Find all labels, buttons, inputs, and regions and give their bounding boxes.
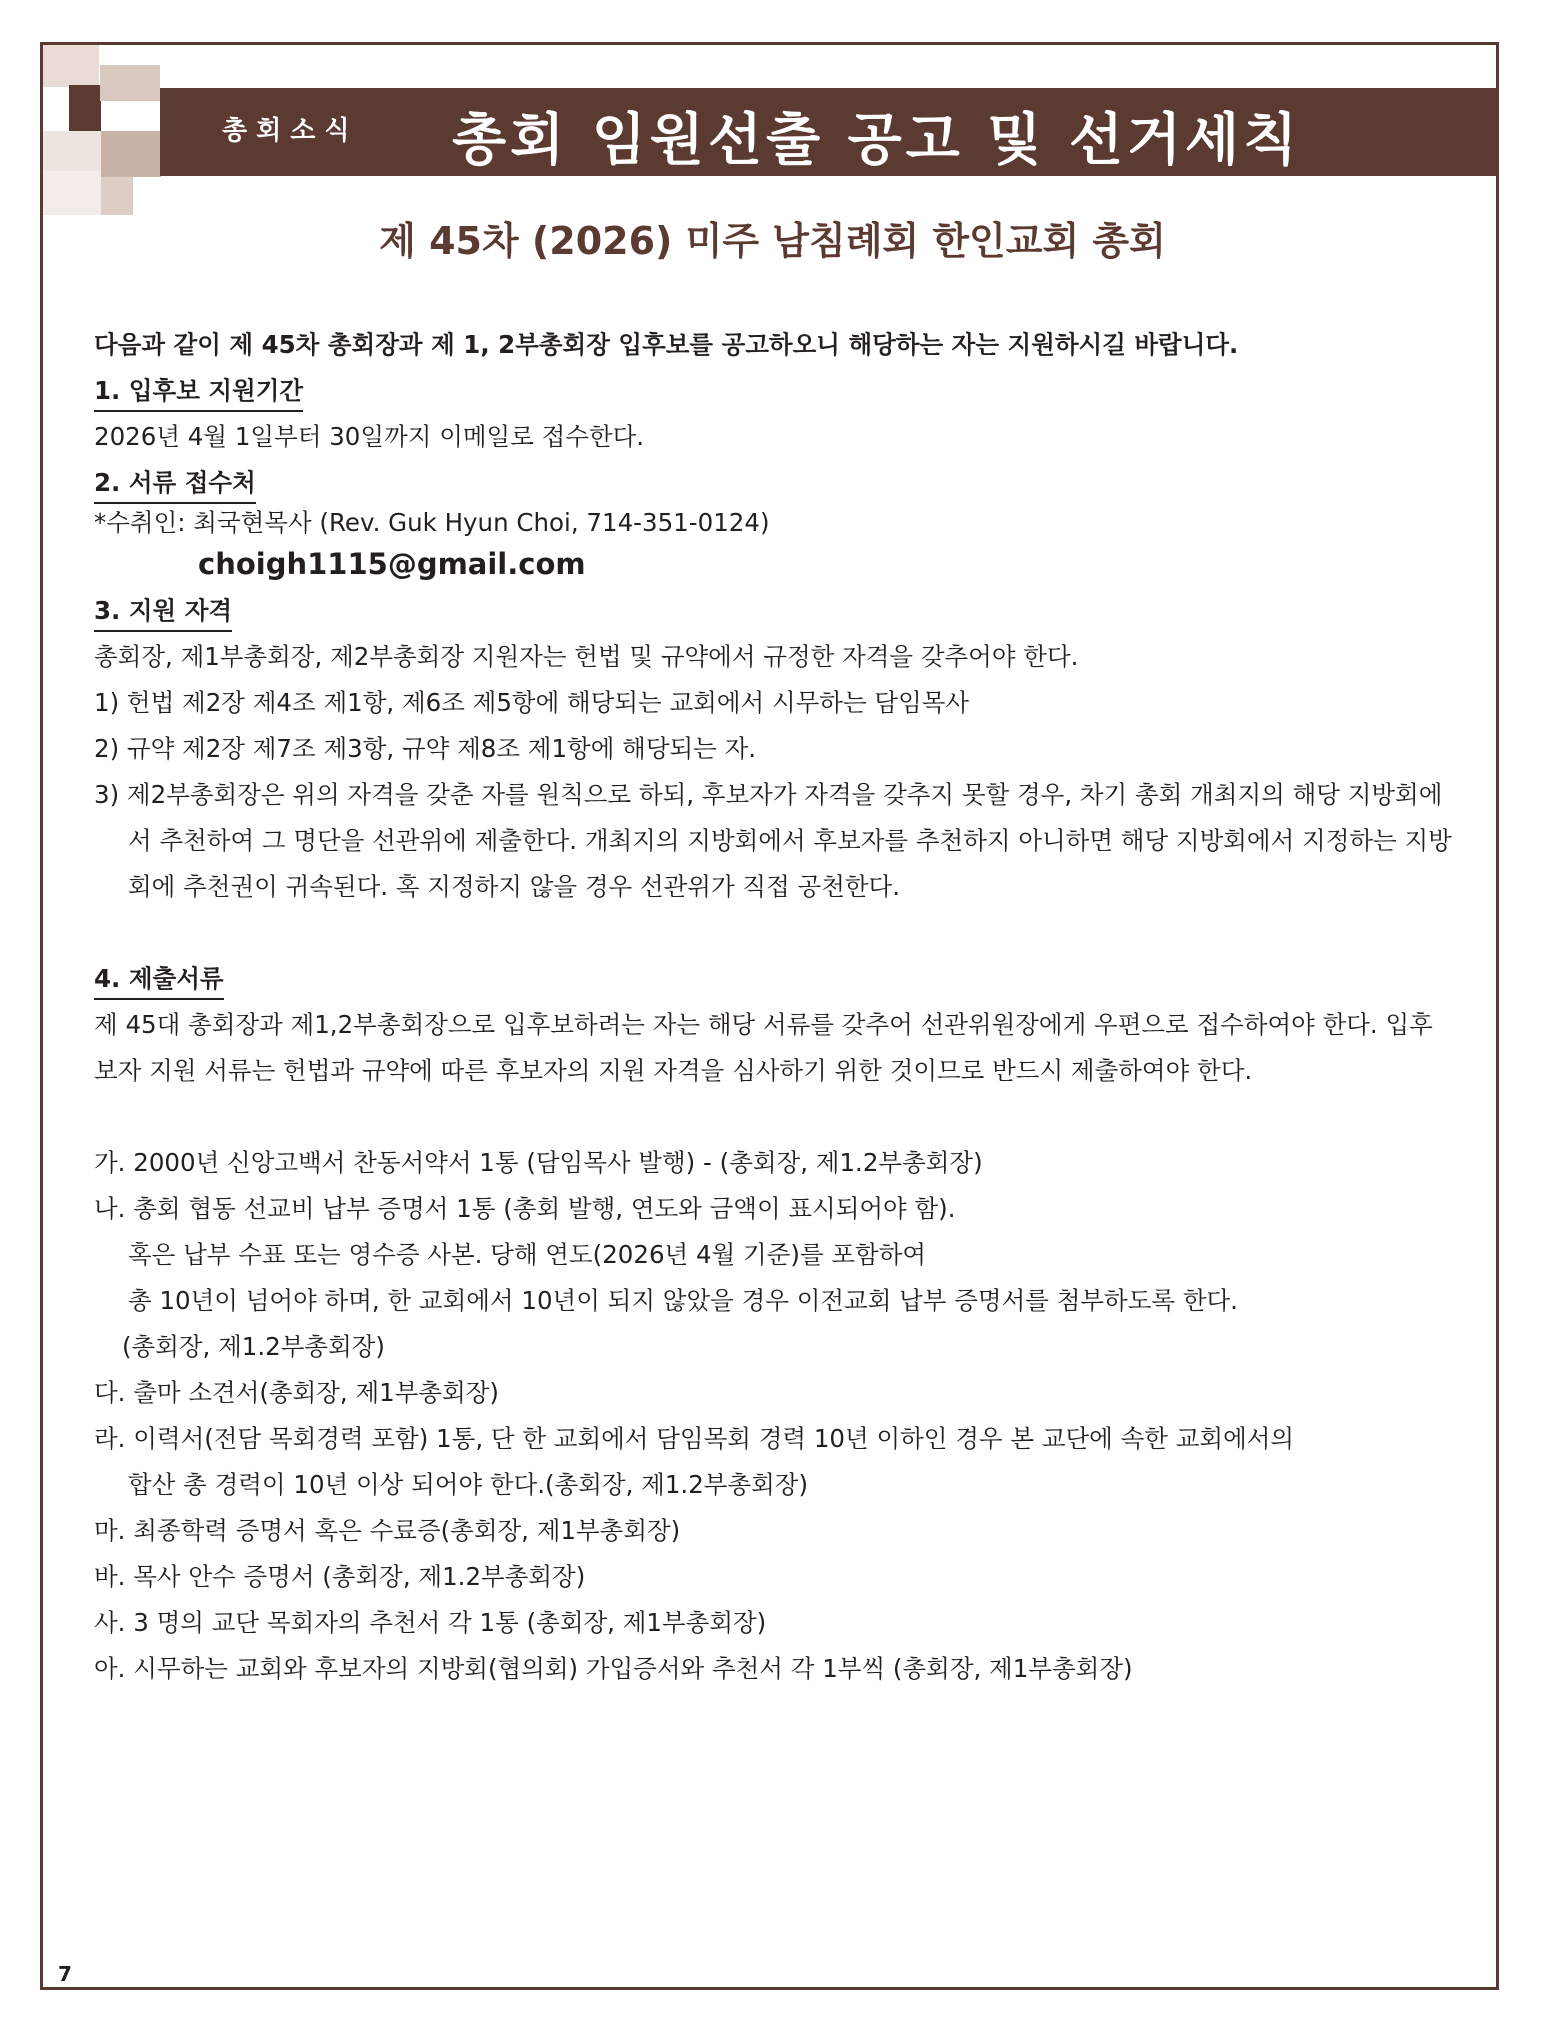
section-heading-period: 1. 입후보 지원기간	[94, 372, 303, 412]
list-item: 사. 3 명의 교단 목회자의 추천서 각 1통 (총회장, 제1부총회장)	[94, 1608, 767, 1637]
intro-text: 다음과 같이 제 45차 총회장과 제 1, 2부총회장 입후보를 공고하오니 해당하는 자는 지원하시길 바랍니다.	[94, 330, 1239, 359]
list-item-continued: 총 10년이 넘어야 하며, 한 교회에서 10년이 되지 않았을 경우 이전교회 납부 증명서를 첨부하도록 한다.	[128, 1286, 1238, 1315]
section-heading-qualification: 3. 지원 자격	[94, 592, 232, 632]
email-address: choigh1115@gmail.com	[198, 547, 586, 581]
section-heading-submit: 2. 서류 접수처	[94, 464, 256, 504]
list-item: 2) 규약 제2장 제7조 제3항, 규약 제8조 제1항에 해당되는 자.	[94, 734, 757, 763]
list-item-continued: 혹은 납부 수표 또는 영수증 사본. 당해 연도(2026년 4월 기준)를 포함하여	[128, 1240, 927, 1269]
list-item: 마. 최종학력 증명서 혹은 수료증(총회장, 제1부총회장)	[94, 1516, 681, 1545]
section-tag: 총회소식	[222, 116, 359, 146]
list-item-continued: 합산 총 경력이 10년 이상 되어야 한다.(총회장, 제1.2부총회장)	[128, 1470, 809, 1499]
period-text: 2026년 4월 1일부터 30일까지 이메일로 접수한다.	[94, 422, 645, 451]
list-item: 아. 시무하는 교회와 후보자의 지방회(협의회) 가입증서와 추천서 각 1부씩 (총회장, 제1부총회장)	[94, 1654, 1133, 1683]
list-item: 가. 2000년 신앙고백서 찬동서약서 1통 (담임목사 발행) - (총회장, 제1.2부총회장)	[94, 1148, 983, 1177]
list-item: 라. 이력서(전담 목회경력 포함) 1통, 단 한 교회에서 담임목회 경력 10년 이하인 경우 본 교단에 속한 교회에서의	[94, 1424, 1295, 1453]
list-item: 바. 목사 안수 증명서 (총회장, 제1.2부총회장)	[94, 1562, 586, 1591]
list-item: 다. 출마 소견서(총회장, 제1부총회장)	[94, 1378, 499, 1407]
list-item: 3) 제2부총회장은 위의 자격을 갖춘 자를 원칙으로 하되, 후보자가 자격을 갖추지 못할 경우, 차기 총회 개최지의 해당 지방회에서 추천하여 그 명단을 선관위에 제출한다. 개최지의 지방회에서 후보자를 추천하지 아니하면 해당 지방회에서 지정하는 지방회에 추천권이 귀속된다. 혹 지정하지 않을 경우 선관위가 직접 공천한다.	[94, 780, 1452, 901]
list-item-continued: (총회장, 제1.2부총회장)	[122, 1332, 385, 1361]
documents-text: 제 45대 총회장과 제1,2부총회장으로 입후보하려는 자는 해당 서류를 갖추어 선관위원장에게 우편으로 접수하여야 한다. 입후보자 지원 서류는 헌법과 규약에 따른 후보자의 지원 자격을 심사하기 위한 것이므로 반드시 제출하여야 한다.	[94, 1010, 1433, 1085]
section-heading-documents: 4. 제출서류	[94, 960, 224, 1000]
list-item: 나. 총회 협동 선교비 납부 증명서 1통 (총회 발행, 연도와 금액이 표시되어야 함).	[94, 1194, 956, 1223]
qualification-text: 총회장, 제1부총회장, 제2부총회장 지원자는 헌법 및 규약에서 규정한 자격을 갖추어야 한다.	[94, 642, 1079, 671]
page-number: 7	[58, 1962, 72, 1986]
list-item: 1) 헌법 제2장 제4조 제1항, 제6조 제5항에 해당되는 교회에서 시무하는 담임목사	[94, 688, 970, 717]
recipient-text: *수취인: 최국현목사 (Rev. Guk Hyun Choi, 714-351-0124)	[94, 508, 770, 537]
page-title: 총회 임원선출 공고 및 선거세칙	[452, 108, 1302, 173]
spacer	[94, 1094, 1456, 1140]
subtitle: 제 45차 (2026) 미주 남침례회 한인교회 총회	[379, 219, 1166, 263]
notice-body	[94, 322, 1456, 1692]
